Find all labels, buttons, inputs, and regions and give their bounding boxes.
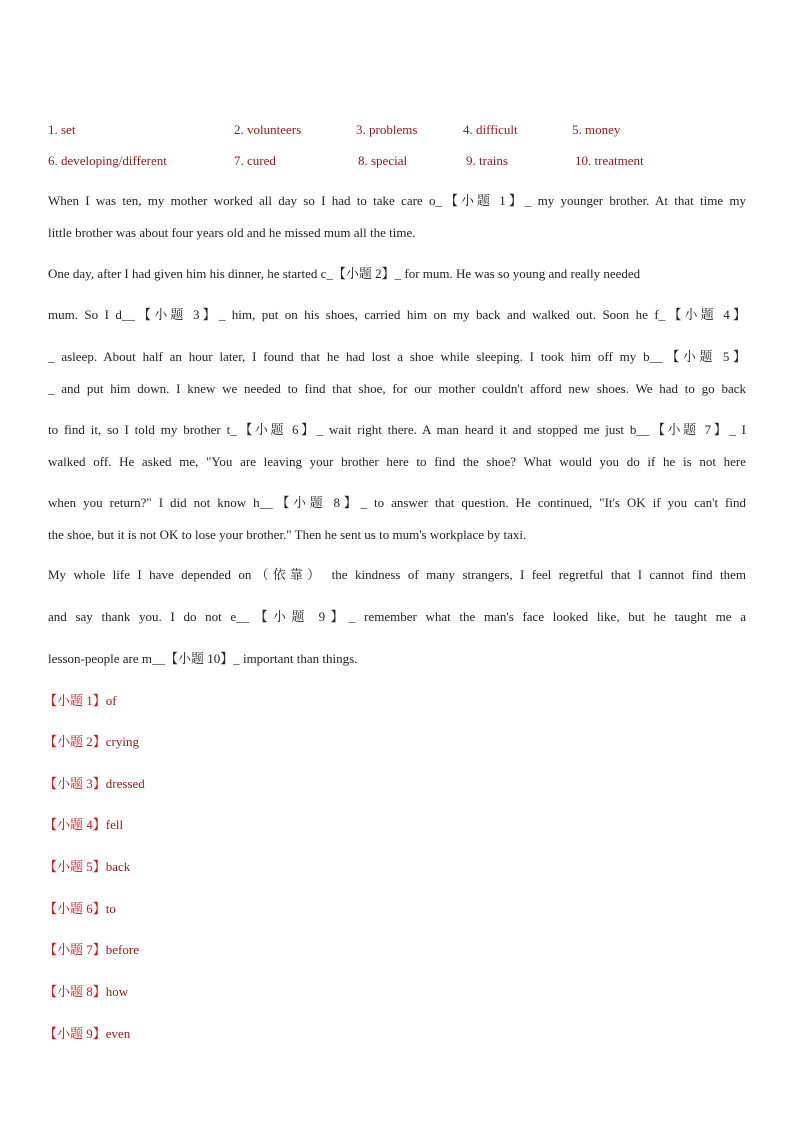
answer-value: before <box>105 942 139 957</box>
answer-value: how <box>105 984 129 999</box>
answer-value: of <box>105 693 117 708</box>
answer-label: 【小题 5】 <box>44 859 106 874</box>
key-word-10: 10. treatment <box>575 153 644 168</box>
passage-line: _ and put him down. I knew we needed to find that shoe, for our mother couldn't afford new shoes. We had to go back <box>48 381 746 396</box>
answer-item <box>44 773 145 792</box>
passage-line: when you return?" I did not know h__【小题 8】_ to answer that question. He continued, "It's OK if you can't find <box>48 495 746 510</box>
answer-value: dressed <box>105 776 145 791</box>
passage-line: When I was ten, my mother worked all day so I had to take care o_【小题 1】_ my younger brother. At that time my <box>48 193 746 208</box>
answer-label: 【小题 9】 <box>44 1026 106 1041</box>
answer-item <box>44 939 139 958</box>
key-word-2: 2. volunteers <box>234 122 302 137</box>
key-word-7: 7. cured <box>234 153 276 168</box>
passage-line: lesson-people are m__【小题 10】_ important than things. <box>48 651 358 666</box>
answer-value: to <box>105 901 116 916</box>
answer-label: 【小题 1】 <box>44 693 106 708</box>
key-word-6: 6. developing/different <box>48 153 167 168</box>
answer-item <box>44 1023 130 1042</box>
answer-value: crying <box>105 734 139 749</box>
answer-label: 【小题 6】 <box>44 901 106 916</box>
answer-item <box>44 814 123 833</box>
key-word-4: 4. difficult <box>463 122 518 137</box>
answer-label: 【小题 7】 <box>44 942 106 957</box>
answer-label: 【小题 2】 <box>44 734 106 749</box>
answer-label: 【小题 8】 <box>44 984 106 999</box>
passage-line: walked off. He asked me, "You are leaving your brother here to find the shoe? What would you do if he is not here <box>48 454 746 469</box>
key-word-9: 9. trains <box>466 153 508 168</box>
passage-line: the shoe, but it is not OK to lose your brother." Then he sent us to mum's workplace by taxi. <box>48 527 527 542</box>
answer-label: 【小题 3】 <box>44 776 106 791</box>
passage-line: _ asleep. About half an hour later, I found that he had lost a shoe while sleeping. I took him off my b__【小题 5】 <box>48 349 746 364</box>
passage-line: and say thank you. I do not e__【小题 9】_ remember what the man's face looked like, but he taught me a <box>48 609 746 624</box>
answer-item <box>44 731 139 750</box>
key-word-8: 8. special <box>358 153 408 168</box>
passage-line: One day, after I had given him his dinner, he started c_【小题 2】_ for mum. He was so young and really needed <box>48 266 641 281</box>
answer-value: fell <box>105 817 124 832</box>
answer-item <box>44 981 128 1000</box>
answer-value: back <box>105 859 131 874</box>
answer-value: even <box>105 1026 131 1041</box>
passage-line: little brother was about four years old and he missed mum all the time. <box>48 225 416 240</box>
answer-item <box>44 690 117 709</box>
answer-label: 【小题 4】 <box>44 817 106 832</box>
passage-line: to find it, so I told my brother t_【小题 6】_ wait right there. A man heard it and stopped me just b__【小题 7】_ I <box>48 422 746 437</box>
key-word-1: 1. set <box>48 122 76 137</box>
key-word-5: 5. money <box>572 122 621 137</box>
passage-line: My whole life I have depended on（依靠） the kindness of many strangers, I feel regretful that I cannot find them <box>48 567 746 582</box>
answer-item <box>44 898 116 917</box>
passage-line: mum. So I d__【小题 3】_ him, put on his shoes, carried him on my back and walked out. Soon he f_【小题 4】 <box>48 307 746 322</box>
key-word-3: 3. problems <box>356 122 418 137</box>
answer-item <box>44 856 130 875</box>
